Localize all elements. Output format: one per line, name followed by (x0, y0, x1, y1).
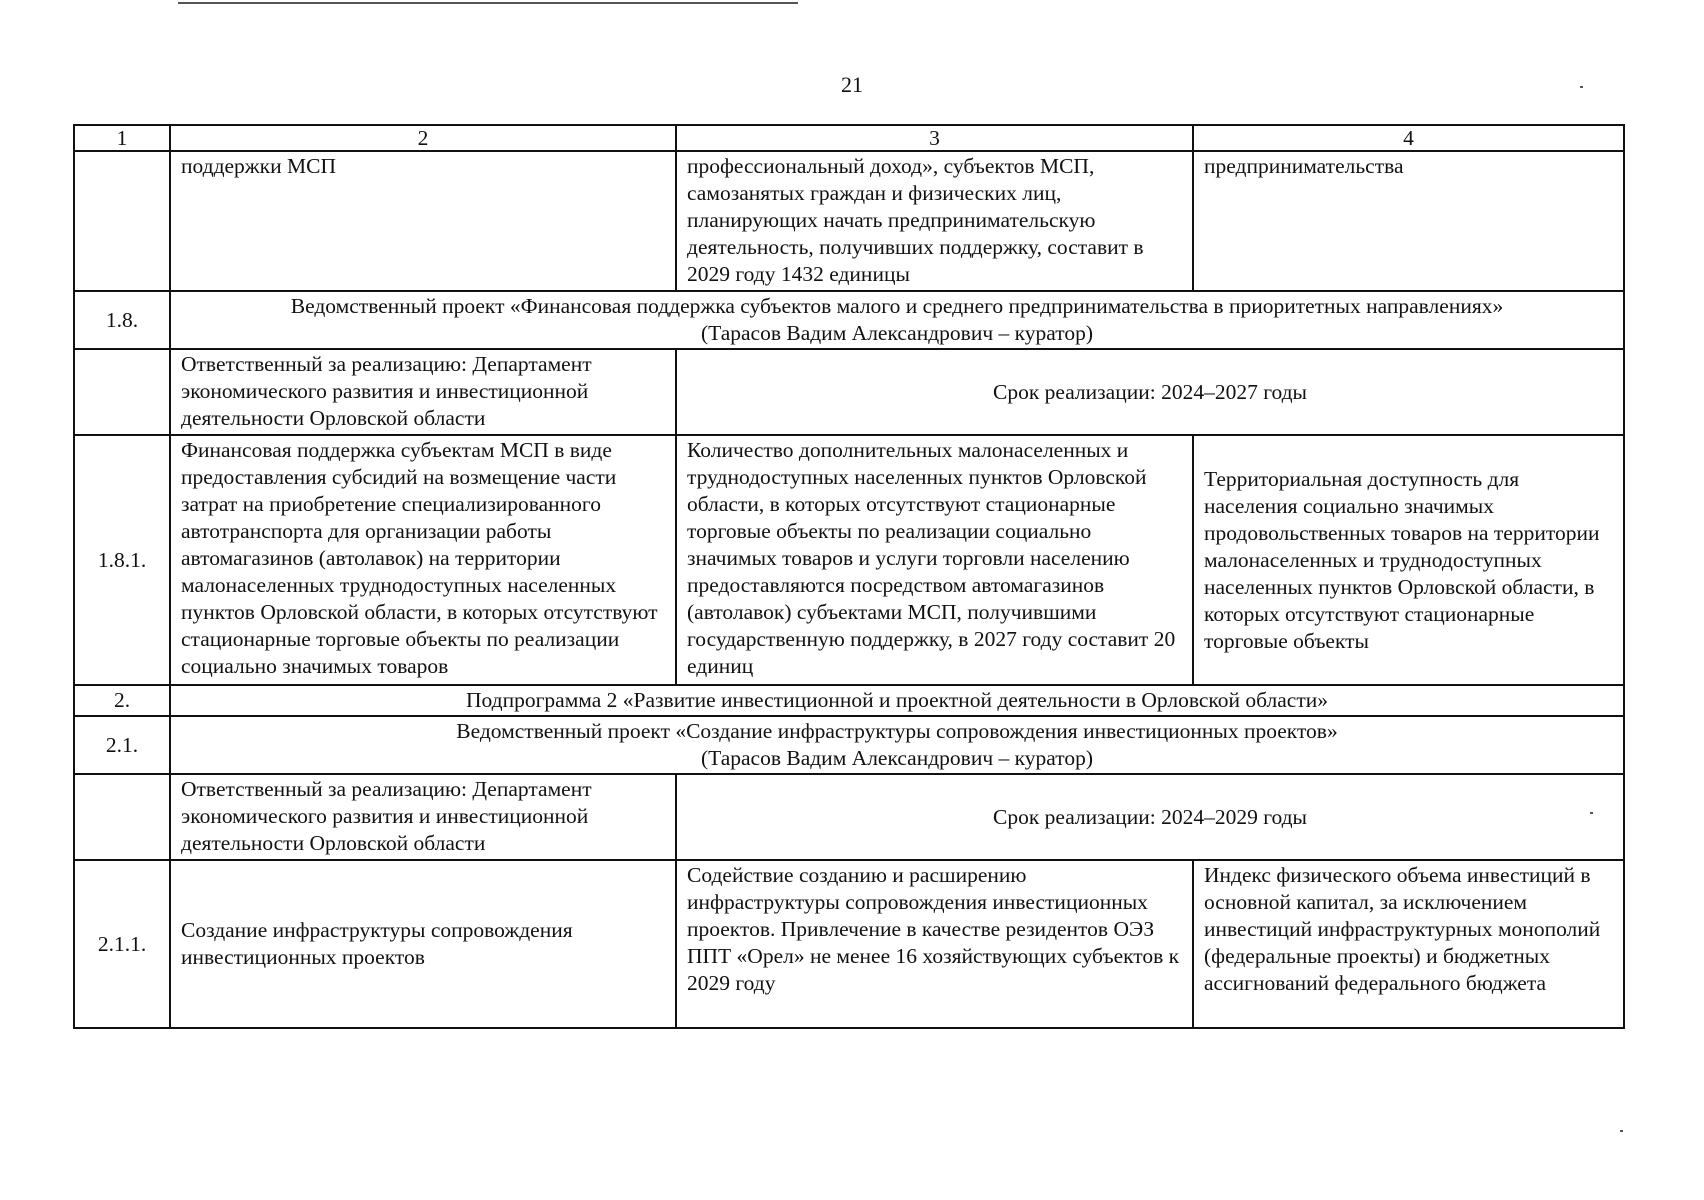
column-header-1: 1 (74, 125, 170, 151)
row-number-cell: 2.1. (74, 716, 170, 774)
column-header-4: 4 (1193, 125, 1624, 151)
event-name-cell: Финансовая поддержка субъектам МСП в виде предоставления субсидий на возмещение части затрат на приобретение специализированного автотранспорта для организации работы автомагазинов (автолавок) на территории малонаселенных труднодоступных населенных пунктов Орловской области, в которых отсутствуют стационарные торговые объекты по реализации социально значимых товаров (170, 435, 676, 685)
term-cell: Срок реализации: 2024–2027 годы (676, 349, 1624, 435)
column-header-3: 3 (676, 125, 1193, 151)
responsible-cell: Ответственный за реализацию: Департамент экономического развития и инвестиционной деятельности Орловской области (170, 774, 676, 860)
term-cell: Срок реализации: 2024–2029 годы (676, 774, 1624, 860)
page-number: 21 (841, 72, 863, 97)
table-row-project-2-1 (74, 716, 1624, 774)
indicator-link-cell: Территориальная доступность для населения социально значимых продовольственных товаров на территории малонаселенных и труднодоступных населенных пунктов Орловской области, в которых отсутствуют стационарные торговые объекты (1193, 435, 1624, 685)
project-title-cell (170, 716, 1624, 774)
indicator-link-cell: предпринимательства (1193, 151, 1624, 291)
table-row-project-1-8 (74, 291, 1624, 349)
row-number-cell (74, 774, 170, 860)
table-row-responsible-2-1 (74, 774, 1624, 860)
event-name-cell: Создание инфраструктуры сопровождения инвестиционных проектов (170, 860, 676, 1028)
scan-artifact-dot (1620, 1130, 1623, 1132)
project-curator: (Тарасов Вадим Александрович – куратор) (700, 321, 1094, 345)
row-number-cell: 1.8.1. (74, 435, 170, 685)
subprogram-title-cell: Подпрограмма 2 «Развитие инвестиционной и проектной деятельности в Орловской области» (170, 685, 1624, 716)
project-curator: (Тарасов Вадим Александрович – куратор) (700, 746, 1094, 770)
table-header-row (74, 125, 1624, 151)
row-number-cell: 1.8. (74, 291, 170, 349)
project-title: Ведомственный проект «Финансовая поддержка субъектов малого и среднего предпринимательства в приоритетных направлениях» (290, 294, 1504, 318)
event-name-cell: поддержки МСП (170, 151, 676, 291)
row-number-cell: 2.1.1. (74, 860, 170, 1028)
indicator-link-cell: Индекс физического объема инвестиций в основной капитал, за исключением инвестиций инфраструктурных монополий (федеральные проекты) и бюджетных ассигнований федерального бюджета (1193, 860, 1624, 1028)
row-number-cell (74, 151, 170, 291)
scan-top-rule (178, 2, 798, 4)
table-row-subprogram-2 (74, 685, 1624, 716)
program-table (73, 124, 1625, 1029)
row-number-cell (74, 349, 170, 435)
row-number-cell: 2. (74, 685, 170, 716)
responsible-cell: Ответственный за реализацию: Департамент экономического развития и инвестиционной деятельности Орловской области (170, 349, 676, 435)
project-title-cell (170, 291, 1624, 349)
table-row-1-8-1 (74, 435, 1624, 685)
expected-result-cell: Количество дополнительных малонаселенных и труднодоступных населенных пунктов Орловской области, в которых отсутствуют стационарные торговые объекты по реализации социально значимых товаров и услуги торговли населению предоставляются посредством автомагазинов (автолавок) субъектами МСП, получившими государственную поддержку, в 2027 году составит 20 единиц (676, 435, 1193, 685)
table-row-2-1-1 (74, 860, 1624, 1028)
column-header-2: 2 (170, 125, 676, 151)
expected-result-cell: Содействие созданию и расширению инфраструктуры сопровождения инвестиционных проектов. Привлечение в качестве резидентов ОЭЗ ППТ «Орел» не менее 16 хозяйствующих субъектов к 2029 году (676, 860, 1193, 1028)
table-row-continuation (74, 151, 1624, 291)
table-row-responsible-1-8 (74, 349, 1624, 435)
expected-result-cell: профессиональный доход», субъектов МСП, самозанятых граждан и физических лиц, планирующих начать предпринимательскую деятельность, получивших поддержку, составит в 2029 году 1432 единицы (676, 151, 1193, 291)
project-title: Ведомственный проект «Создание инфраструктуры сопровождения инвестиционных проектов» (456, 719, 1338, 743)
